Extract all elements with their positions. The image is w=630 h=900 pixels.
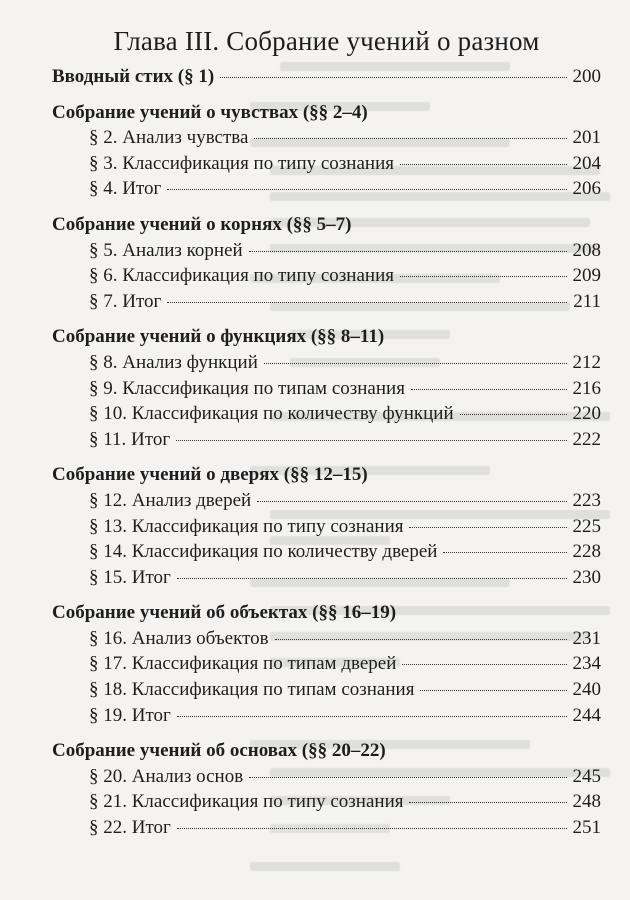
toc-page-number: 225 xyxy=(572,515,601,537)
toc-page-number: 231 xyxy=(572,627,601,649)
toc-page-number: 248 xyxy=(572,791,601,813)
toc-entry[interactable] xyxy=(52,238,601,264)
dot-leader xyxy=(409,527,566,528)
toc-entry-label: § 9. Классификация по типам сознания xyxy=(89,377,405,399)
toc-entry-label: § 19. Итог xyxy=(89,704,171,726)
toc-entry[interactable] xyxy=(52,764,601,790)
toc-entry-label: § 2. Анализ чувства xyxy=(89,127,249,149)
dot-leader xyxy=(254,138,566,139)
toc-page-number: 211 xyxy=(573,290,601,312)
toc-section xyxy=(52,600,601,728)
toc-entry[interactable] xyxy=(52,176,601,202)
toc-page-number: 230 xyxy=(572,566,601,588)
toc-entry-label: § 17. Классификация по типам дверей xyxy=(89,653,397,675)
dot-leader xyxy=(177,578,567,579)
toc-entry[interactable] xyxy=(52,514,601,540)
toc-page-number: 251 xyxy=(572,817,601,839)
toc-page-number: 244 xyxy=(572,704,601,726)
toc-section-heading[interactable]: Собрание учений об основах (§§ 20–22) xyxy=(52,740,386,762)
toc-entry-label: § 10. Классификация по количеству функций xyxy=(89,403,454,425)
toc-entry[interactable] xyxy=(52,815,601,841)
toc-section-heading[interactable]: Собрание учений об объектах (§§ 16–19) xyxy=(52,602,397,624)
toc-section xyxy=(52,212,601,314)
chapter-title: Глава III. Собрание учений о разном xyxy=(113,26,540,56)
toc-entry[interactable] xyxy=(52,488,601,514)
toc-entry-label: § 22. Итог xyxy=(89,817,171,839)
dot-leader xyxy=(167,302,567,303)
dot-leader xyxy=(220,77,566,78)
toc-page-number: 220 xyxy=(572,403,601,425)
toc-entry-label: § 7. Итог xyxy=(89,290,162,312)
toc-entry[interactable] xyxy=(52,350,601,376)
toc-entry[interactable] xyxy=(52,401,601,427)
toc-section-heading[interactable]: Собрание учений о корнях (§§ 5–7) xyxy=(52,213,352,235)
toc-page-number: 228 xyxy=(572,541,601,563)
toc-page-number: 245 xyxy=(572,765,601,787)
toc-entry[interactable] xyxy=(52,263,601,289)
toc-entry-label: § 8. Анализ функций xyxy=(89,351,258,373)
toc-entry[interactable] xyxy=(52,565,601,591)
toc-entry-label: § 5. Анализ корней xyxy=(89,239,243,261)
toc-entry-label: § 13. Классификация по типу сознания xyxy=(89,515,404,537)
toc-entry[interactable] xyxy=(52,151,601,177)
toc-page-number: 216 xyxy=(572,377,601,399)
toc-entry-label: § 18. Классификация по типам сознания xyxy=(89,679,415,701)
toc-page-number: 201 xyxy=(572,127,601,149)
toc-entry[interactable] xyxy=(52,539,601,565)
toc-page-number: 208 xyxy=(572,239,601,261)
toc-entry[interactable] xyxy=(52,125,601,151)
dot-leader xyxy=(275,639,567,640)
dot-leader xyxy=(177,716,567,717)
toc-section xyxy=(52,738,601,840)
toc-page-number: 206 xyxy=(572,178,601,200)
dot-leader xyxy=(443,552,566,553)
dot-leader xyxy=(400,164,567,165)
toc-entry-label: § 14. Классификация по количеству дверей xyxy=(89,541,438,563)
toc-entry[interactable] xyxy=(52,289,601,315)
dot-leader xyxy=(249,777,566,778)
dot-leader xyxy=(249,251,567,252)
toc-page-number: 204 xyxy=(572,152,601,174)
toc-entry-intro[interactable] xyxy=(52,64,601,90)
toc-page-number: 223 xyxy=(572,489,601,511)
toc-entry-label: § 11. Итог xyxy=(89,428,171,450)
dot-leader xyxy=(176,440,566,441)
toc-page-number: 240 xyxy=(572,679,601,701)
toc-entry-label: § 21. Классификация по типу сознания xyxy=(89,791,404,813)
dot-leader xyxy=(177,828,567,829)
toc-page-number: 234 xyxy=(572,653,601,675)
toc-entry-label: Вводный стих (§ 1) xyxy=(52,66,215,87)
dot-leader xyxy=(409,802,566,803)
toc-entry[interactable] xyxy=(52,376,601,402)
toc-entry[interactable] xyxy=(52,789,601,815)
toc-entry[interactable] xyxy=(52,626,601,652)
toc-entry[interactable] xyxy=(52,427,601,453)
dot-leader xyxy=(167,189,566,190)
toc-entry-label: § 3. Классификация по типу сознания xyxy=(89,152,394,174)
dot-leader xyxy=(257,501,566,502)
toc-page-number: 212 xyxy=(572,351,601,373)
dot-leader xyxy=(264,363,567,364)
toc-entry-label: § 12. Анализ дверей xyxy=(89,489,252,511)
toc-entry-label: § 6. Классификация по типу сознания xyxy=(89,265,394,287)
toc-entry-label: § 16. Анализ объектов xyxy=(89,627,269,649)
dot-leader xyxy=(400,276,567,277)
toc-page-number: 200 xyxy=(572,66,601,87)
dot-leader xyxy=(460,414,567,415)
table-of-contents xyxy=(52,24,601,841)
toc-section-heading[interactable]: Собрание учений о чувствах (§§ 2–4) xyxy=(52,101,368,123)
dot-leader xyxy=(402,664,566,665)
toc-sections xyxy=(52,100,601,841)
toc-entry[interactable] xyxy=(52,703,601,729)
toc-section-heading[interactable]: Собрание учений о дверях (§§ 12–15) xyxy=(52,464,368,486)
dot-leader xyxy=(411,389,567,390)
toc-section xyxy=(52,324,601,452)
toc-entry-label: § 4. Итог xyxy=(89,178,162,200)
dot-leader xyxy=(420,690,566,691)
toc-entry[interactable] xyxy=(52,677,601,703)
toc-page-number: 222 xyxy=(572,428,601,450)
toc-entry[interactable] xyxy=(52,651,601,677)
toc-entry-label: § 15. Итог xyxy=(89,566,171,588)
toc-section xyxy=(52,462,601,590)
toc-section xyxy=(52,100,601,202)
toc-entry-label: § 20. Анализ основ xyxy=(89,765,244,787)
toc-page-number: 209 xyxy=(572,265,601,287)
toc-section-heading[interactable]: Собрание учений о функциях (§§ 8–11) xyxy=(52,326,385,348)
